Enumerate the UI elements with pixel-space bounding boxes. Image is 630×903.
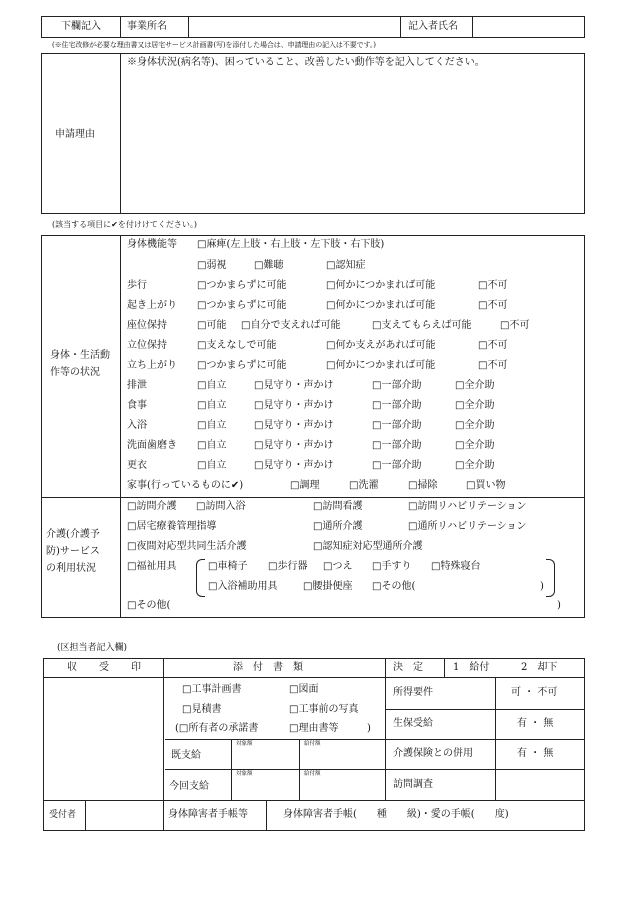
- status-option-checkbox[interactable]: □全介助: [455, 400, 495, 411]
- welfare-item-checkbox[interactable]: □手すり: [372, 561, 412, 572]
- status-option-checkbox[interactable]: □一部介助: [372, 440, 422, 451]
- status-item-label: 食事: [127, 400, 147, 411]
- doc-estimate[interactable]: □見積書: [182, 704, 222, 715]
- service-checkbox[interactable]: □夜間対応型共同生活介護: [127, 541, 247, 552]
- doc-before-photo[interactable]: □工事前の写真: [289, 704, 359, 715]
- welfare-recipient-value[interactable]: 有 ・ 無: [517, 718, 554, 729]
- status-option-checkbox[interactable]: □自分で支えれば可能: [241, 320, 341, 331]
- service-checkbox[interactable]: □通所介護: [313, 521, 363, 532]
- welfare-item-checkbox[interactable]: □つえ: [323, 561, 353, 572]
- status-item-label: 排泄: [127, 380, 147, 391]
- status-option-checkbox[interactable]: □不可: [478, 340, 508, 351]
- service-checkbox[interactable]: □通所リハビリテーション: [408, 521, 527, 532]
- writer-name-field[interactable]: [473, 17, 584, 37]
- handbook-detail: 身体障害者手帳( 種 級)・愛の手帳( 度): [283, 809, 509, 820]
- ward-section-title: (区担当者記入欄): [57, 643, 128, 653]
- reason-textarea[interactable]: [122, 74, 583, 212]
- decision-pay-option[interactable]: 1 給付: [453, 662, 490, 673]
- service-checkbox[interactable]: □訪問看護: [313, 501, 363, 512]
- lower-entry-label: 下欄記入: [61, 21, 101, 32]
- welfare-recipient-label: 生保受給: [393, 718, 433, 729]
- status-option-checkbox[interactable]: □全介助: [455, 380, 495, 391]
- receipt-stamp-header: 収 受 印: [67, 662, 147, 673]
- services-label-2: 防)サービス: [46, 546, 100, 557]
- body-status-label: 身体・生活動: [50, 350, 110, 361]
- office-name-label: 事業所名: [127, 21, 167, 32]
- doc-close-paren: ): [367, 723, 371, 734]
- status-option-checkbox[interactable]: □自立: [197, 400, 227, 411]
- status-option-checkbox[interactable]: □一部介助: [372, 420, 422, 431]
- paid-label: 既支給: [171, 750, 201, 761]
- status-option-checkbox[interactable]: □一部介助: [372, 380, 422, 391]
- service-checkbox[interactable]: □訪問介護: [127, 501, 177, 512]
- services-other-close: ): [557, 600, 561, 611]
- status-option-checkbox[interactable]: □支えてもらえば可能: [372, 320, 472, 331]
- decision-label: 決 定: [393, 662, 423, 673]
- welfare-item-checkbox[interactable]: □その他(: [372, 581, 416, 592]
- status-option-checkbox[interactable]: □見守り・声かけ: [254, 400, 334, 411]
- income-requirement-label: 所得要件: [393, 687, 433, 698]
- status-option-checkbox[interactable]: □何か支えがあれば可能: [326, 340, 436, 351]
- welfare-bracket-left: [196, 559, 205, 597]
- status-option-checkbox[interactable]: □不可: [478, 300, 508, 311]
- body-status-label-2: 作等の状況: [50, 367, 100, 378]
- services-label-3: の利用状況: [46, 563, 96, 574]
- status-option-checkbox[interactable]: □認知症: [326, 260, 366, 271]
- status-option-checkbox[interactable]: □何かにつかまれば可能: [326, 280, 436, 291]
- status-item-label: 入浴: [127, 420, 147, 431]
- status-item-label: 家事(行っているものに✔): [127, 480, 244, 491]
- status-option-checkbox[interactable]: □自立: [197, 460, 227, 471]
- status-option-checkbox[interactable]: □見守り・声かけ: [254, 420, 334, 431]
- income-requirement-value[interactable]: 可 ・ 不可: [511, 687, 558, 698]
- status-option-checkbox[interactable]: □一部介助: [372, 460, 422, 471]
- doc-reason[interactable]: □理由書等: [289, 723, 339, 734]
- welfare-other-close: ): [540, 581, 544, 592]
- doc-drawing[interactable]: □図面: [289, 684, 319, 695]
- status-option-checkbox[interactable]: □つかまらずに可能: [197, 280, 287, 291]
- status-option-checkbox[interactable]: □掃除: [408, 480, 438, 491]
- status-option-checkbox[interactable]: □自立: [197, 420, 227, 431]
- combined-use-label: 介護保険との併用: [393, 748, 473, 759]
- status-item-label: 更衣: [127, 460, 147, 471]
- paid-pay-label: 給付額: [304, 741, 321, 747]
- services-other-checkbox[interactable]: □その他(: [127, 600, 171, 611]
- status-option-checkbox[interactable]: □全介助: [455, 440, 495, 451]
- decision-reject-option[interactable]: 2 却下: [521, 662, 558, 673]
- status-option-checkbox[interactable]: □自立: [197, 380, 227, 391]
- status-item-label: 洗面歯磨き: [127, 440, 177, 451]
- current-target-label: 対象額: [236, 771, 253, 777]
- status-option-checkbox[interactable]: □全介助: [455, 460, 495, 471]
- doc-construction-plan[interactable]: □工事計画書: [182, 684, 242, 695]
- handbook-label: 身体障害者手帳等: [168, 809, 248, 820]
- status-item-label: 歩行: [127, 280, 147, 291]
- status-item-label: 立ち上がり: [127, 360, 177, 371]
- writer-name-label: 記入者氏名: [408, 21, 458, 32]
- status-option-checkbox[interactable]: □洗濯: [349, 480, 379, 491]
- check-instruction: (該当する項目に✔を付けけてください。): [52, 220, 197, 229]
- service-checkbox[interactable]: □居宅療養管理指導: [127, 521, 217, 532]
- status-option-checkbox[interactable]: □調理: [290, 480, 320, 491]
- status-option-checkbox[interactable]: □可能: [197, 320, 227, 331]
- status-option-checkbox[interactable]: □弱視: [197, 260, 227, 271]
- service-checkbox[interactable]: □認知症対応型通所介護: [313, 541, 423, 552]
- reason-label: 申請理由: [55, 129, 95, 140]
- service-checkbox[interactable]: □訪問入浴: [196, 501, 246, 512]
- current-label: 今回支給: [169, 781, 209, 792]
- status-option-checkbox[interactable]: □支えなしで可能: [197, 340, 277, 351]
- current-pay-label: 給付額: [304, 771, 321, 777]
- status-option-checkbox[interactable]: □全介助: [455, 420, 495, 431]
- status-option-checkbox[interactable]: □つかまらずに可能: [197, 300, 287, 311]
- status-option-checkbox[interactable]: □何かにつかまれば可能: [326, 300, 436, 311]
- services-label: 介護(介護予: [46, 529, 100, 540]
- attachments-header: 添 付 書 類: [233, 662, 303, 673]
- status-option-checkbox[interactable]: □麻痺(左上肢・右上肢・左下肢・右下肢): [197, 239, 385, 250]
- welfare-bracket-right: [546, 559, 555, 597]
- visit-survey-label: 訪問調査: [393, 779, 433, 790]
- welfare-item-checkbox[interactable]: □腰掛便座: [303, 581, 353, 592]
- service-checkbox[interactable]: □訪問リハビリテーション: [408, 501, 527, 512]
- status-option-checkbox[interactable]: □買い物: [466, 480, 506, 491]
- status-option-checkbox[interactable]: □何かにつかまれば可能: [326, 360, 436, 371]
- welfare-item-checkbox[interactable]: □入浴補助用具: [208, 581, 278, 592]
- paid-target-label: 対象額: [236, 741, 253, 747]
- attachment-note: (※住宅改修が必要な理由書又は居宅サービス計画書(写)を添付した場合は、申請理由の記入は不要です。): [52, 41, 376, 49]
- receipt-stamp-area: [44, 678, 162, 799]
- welfare-item-checkbox[interactable]: □特殊寝台: [431, 561, 481, 572]
- reason-instruction: ※身体状況(病名等)、困っていること、改善したい動作等を記入してください。: [127, 57, 485, 68]
- status-option-checkbox[interactable]: □見守り・声かけ: [254, 440, 334, 451]
- status-item-label: 座位保持: [127, 320, 167, 331]
- status-option-checkbox[interactable]: □見守り・声かけ: [254, 380, 334, 391]
- doc-owner-consent[interactable]: (□所有者の承諾書: [175, 723, 259, 734]
- status-option-checkbox[interactable]: □不可: [478, 360, 508, 371]
- welfare-item-checkbox[interactable]: □歩行器: [268, 561, 308, 572]
- status-item-label: 身体機能等: [127, 239, 177, 250]
- status-option-checkbox[interactable]: □不可: [478, 280, 508, 291]
- status-option-checkbox[interactable]: □一部介助: [372, 400, 422, 411]
- welfare-equipment-checkbox[interactable]: □福祉用具: [127, 561, 177, 572]
- receiver-label: 受付者: [49, 810, 77, 820]
- status-item-label: 起き上がり: [127, 300, 177, 311]
- status-option-checkbox[interactable]: □難聴: [254, 260, 284, 271]
- combined-use-value[interactable]: 有 ・ 無: [517, 748, 554, 759]
- welfare-item-checkbox[interactable]: □車椅子: [208, 561, 248, 572]
- status-option-checkbox[interactable]: □見守り・声かけ: [254, 460, 334, 471]
- status-option-checkbox[interactable]: □つかまらずに可能: [197, 360, 287, 371]
- status-item-label: 立位保持: [127, 340, 167, 351]
- status-option-checkbox[interactable]: □自立: [197, 440, 227, 451]
- status-option-checkbox[interactable]: □不可: [500, 320, 530, 331]
- office-name-field[interactable]: [189, 17, 399, 37]
